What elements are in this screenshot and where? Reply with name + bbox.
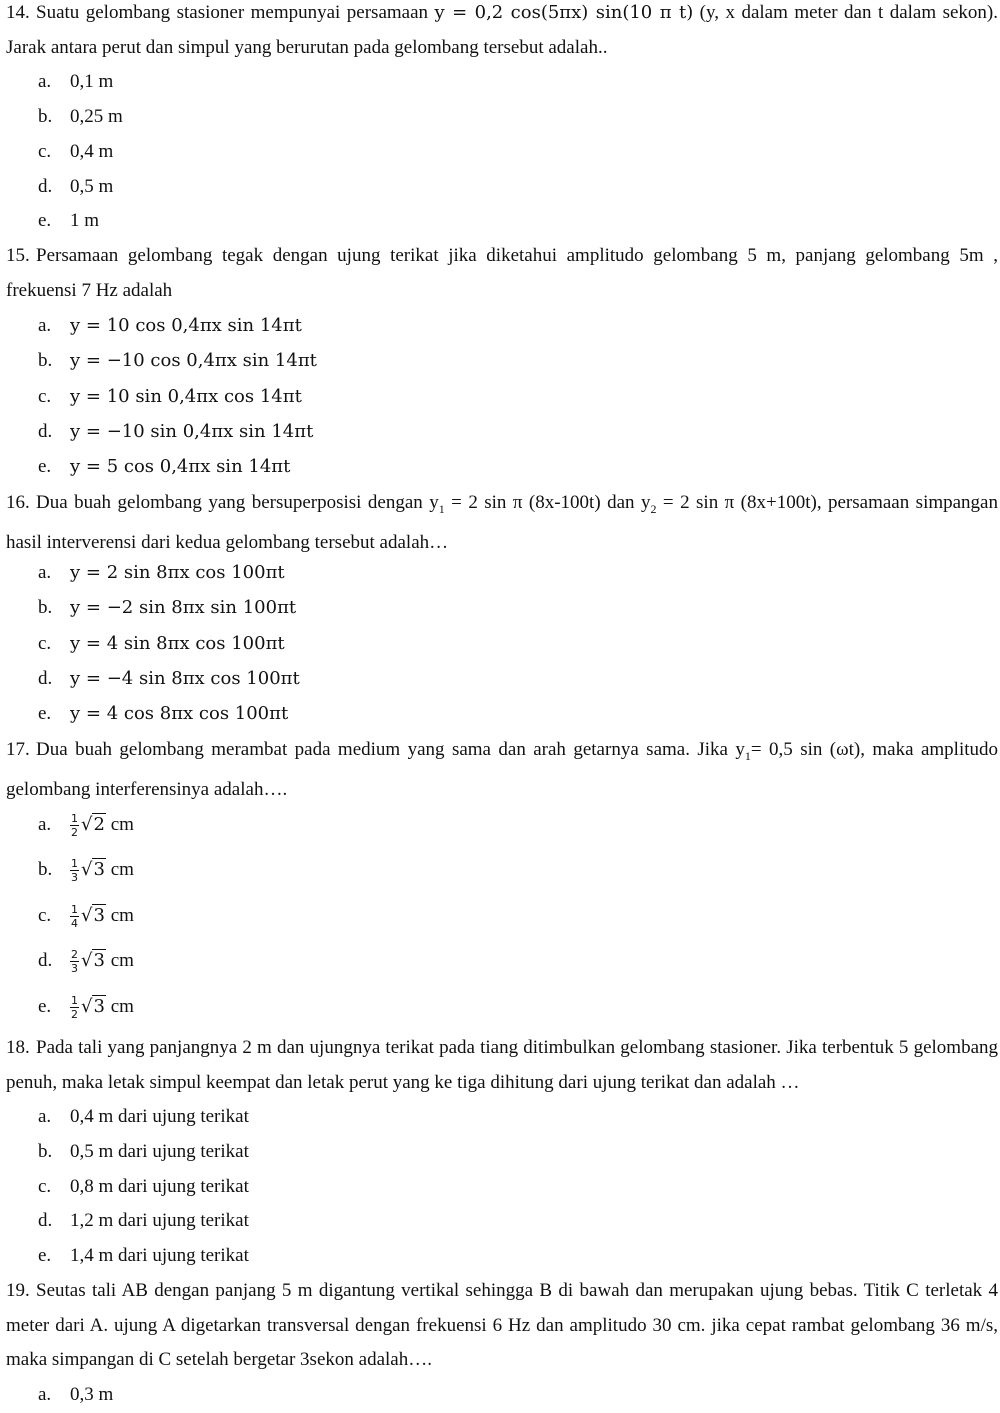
- question-17-stem: [6, 733, 998, 808]
- subscript: 1: [438, 501, 445, 516]
- question-text: (y, x dalam meter dan t dalam sekon). Jarak antara perut dan simpul yang berurutan pada gelombang tersebut adalah..: [6, 2, 998, 58]
- option-letter: b.: [38, 859, 53, 880]
- option-text: 1 m: [70, 210, 100, 231]
- option-15e[interactable]: [38, 450, 290, 484]
- option-14e[interactable]: [38, 204, 99, 238]
- option-letter: d.: [38, 421, 53, 442]
- option-16e[interactable]: [38, 697, 288, 731]
- question-16-stem: [6, 486, 998, 561]
- option-15c[interactable]: [38, 380, 302, 414]
- option-letter: c.: [38, 905, 52, 926]
- question-text: Pada tali yang panjangnya 2 m dan ujungnya terikat pada tiang ditimbulkan gelombang stasioner. Jika terbentuk 5 gelombang penuh, maka letak simpul keempat dan letak perut yang ke tiga dihitung dari ujung terikat dan adalah …: [6, 1037, 998, 1093]
- question-text: Persamaan gelombang tegak dengan ujung terikat jika diketahui amplitudo gelombang 5 m, panjang gelombang 5m , frekuensi 7 Hz adalah: [6, 245, 998, 301]
- question-15-stem: [6, 239, 998, 308]
- option-equation: y = 4 sin 8πx cos 100πt: [70, 633, 285, 654]
- fraction: $\frac{1}{4}$: [71, 903, 78, 931]
- option-letter: e.: [38, 456, 52, 477]
- option-letter: b.: [38, 350, 53, 371]
- option-letter: a.: [38, 562, 52, 583]
- question-text: = 0,5 sin (ωt), maka amplitudo gelombang interferensinya adalah….: [6, 739, 998, 801]
- fraction: $\frac{1}{3}$: [71, 857, 78, 885]
- option-text: 0,25 m: [70, 106, 123, 127]
- question-text: Dua buah gelombang merambat pada medium yang sama dan arah getarnya sama. Jika y: [36, 739, 745, 760]
- option-15b[interactable]: [38, 344, 317, 378]
- option-17b[interactable]: [38, 853, 134, 887]
- unit: cm: [110, 950, 134, 971]
- question-text: = 2 sin π (8x-100t) dan y: [444, 492, 651, 513]
- option-letter: d.: [38, 950, 53, 971]
- option-16b[interactable]: [38, 591, 296, 625]
- question-number: 14.: [6, 2, 30, 23]
- question-number: 17.: [6, 739, 30, 760]
- option-14a[interactable]: [38, 65, 113, 99]
- option-15d[interactable]: [38, 415, 313, 449]
- option-letter: e.: [38, 996, 52, 1017]
- question-text: Seutas tali AB dengan panjang 5 m digantung vertikal sehingga B di bawah dan merupakan ujung bebas. Titik C terletak 4 meter dari A. ujung A digetarkan transversal dengan frekuensi 6 Hz dan amplitudo 30 cm. jika cepat rambat gelombang 36 m/s, maka simpangan di C setelah bergetar 3sekon adalah….: [6, 1280, 998, 1370]
- option-16d[interactable]: [38, 662, 300, 696]
- option-letter: d.: [38, 176, 53, 197]
- option-letter: c.: [38, 633, 52, 654]
- option-text: 0,8 m dari ujung terikat: [70, 1176, 249, 1197]
- option-letter: a.: [38, 1106, 52, 1127]
- square-root: √3: [81, 996, 105, 1017]
- option-letter: a.: [38, 71, 52, 92]
- option-17c[interactable]: [38, 899, 134, 933]
- question-text: = 2 sin π (8x+100t), persamaan simpangan hasil interverensi dari kedua gelombang tersebut adalah…: [6, 492, 998, 554]
- square-root: √3: [81, 859, 105, 880]
- option-15a[interactable]: [38, 309, 302, 343]
- option-letter: c.: [38, 141, 52, 162]
- option-19a[interactable]: [38, 1378, 113, 1412]
- option-14c[interactable]: [38, 135, 113, 169]
- option-18b[interactable]: [38, 1135, 249, 1169]
- option-18a[interactable]: [38, 1100, 249, 1134]
- option-text: 0,1 m: [70, 71, 114, 92]
- option-16c[interactable]: [38, 627, 285, 661]
- question-14-stem: [6, 0, 998, 65]
- square-root: √3: [81, 905, 105, 926]
- question-text: Suatu gelombang stasioner mempunyai persamaan: [36, 2, 435, 23]
- option-equation: y = 2 sin 8πx cos 100πt: [70, 562, 285, 583]
- option-18c[interactable]: [38, 1170, 249, 1204]
- question-number: 16.: [6, 492, 30, 513]
- option-letter: b.: [38, 597, 53, 618]
- option-letter: b.: [38, 106, 53, 127]
- option-text: 1,2 m dari ujung terikat: [70, 1210, 249, 1231]
- option-letter: e.: [38, 703, 52, 724]
- option-text: 0,4 m dari ujung terikat: [70, 1106, 249, 1127]
- option-equation: y = 10 cos 0,4πx sin 14πt: [70, 315, 302, 336]
- question-text: Dua buah gelombang yang bersuperposisi dengan y: [36, 492, 439, 513]
- option-letter: c.: [38, 386, 52, 407]
- option-16a[interactable]: [38, 556, 285, 590]
- option-letter: a.: [38, 1384, 52, 1405]
- fraction: $\frac{2}{3}$: [71, 948, 78, 976]
- unit: cm: [110, 996, 134, 1017]
- option-equation: y = −10 sin 0,4πx sin 14πt: [70, 421, 314, 442]
- option-letter: a.: [38, 814, 52, 835]
- option-17a[interactable]: [38, 808, 134, 842]
- option-text: 0,4 m: [70, 141, 114, 162]
- option-equation: y = 10 sin 0,4πx cos 14πt: [70, 386, 302, 407]
- option-17d[interactable]: [38, 944, 134, 978]
- option-14d[interactable]: [38, 170, 113, 204]
- option-equation: y = −4 sin 8πx cos 100πt: [70, 668, 300, 689]
- subscript: 2: [650, 501, 657, 516]
- option-equation: y = −10 cos 0,4πx sin 14πt: [70, 350, 317, 371]
- unit: cm: [110, 905, 134, 926]
- option-equation: y = 4 cos 8πx cos 100πt: [70, 703, 289, 724]
- fraction: $\frac{1}{2}$: [71, 812, 78, 840]
- unit: cm: [110, 859, 134, 880]
- option-text: 0,5 m dari ujung terikat: [70, 1141, 249, 1162]
- square-root: √3: [81, 950, 105, 971]
- fraction: $\frac{1}{2}$: [71, 994, 78, 1022]
- option-18d[interactable]: [38, 1204, 249, 1238]
- option-letter: e.: [38, 210, 52, 231]
- option-equation: y = 5 cos 0,4πx sin 14πt: [70, 456, 291, 477]
- square-root: √2: [81, 814, 105, 835]
- option-equation: y = −2 sin 8πx sin 100πt: [70, 597, 297, 618]
- option-letter: e.: [38, 1245, 52, 1266]
- option-text: 1,4 m dari ujung terikat: [70, 1245, 249, 1266]
- option-text: 0,5 m: [70, 176, 114, 197]
- option-14b[interactable]: [38, 100, 123, 134]
- option-text: 0,3 m: [70, 1384, 114, 1405]
- option-letter: c.: [38, 1176, 52, 1197]
- subscript: 1: [744, 748, 751, 763]
- option-letter: d.: [38, 668, 53, 689]
- option-letter: a.: [38, 315, 52, 336]
- question-19-stem: [6, 1274, 998, 1378]
- option-letter: d.: [38, 1210, 53, 1231]
- question-number: 18.: [6, 1037, 30, 1058]
- question-number: 19.: [6, 1280, 30, 1301]
- option-letter: b.: [38, 1141, 53, 1162]
- equation: y = 0,2 cos(5πx) sin(10 π t): [434, 2, 694, 23]
- question-number: 15.: [6, 245, 30, 266]
- unit: cm: [110, 814, 134, 835]
- option-18e[interactable]: [38, 1239, 249, 1273]
- option-17e[interactable]: [38, 990, 134, 1024]
- question-18-stem: [6, 1031, 998, 1100]
